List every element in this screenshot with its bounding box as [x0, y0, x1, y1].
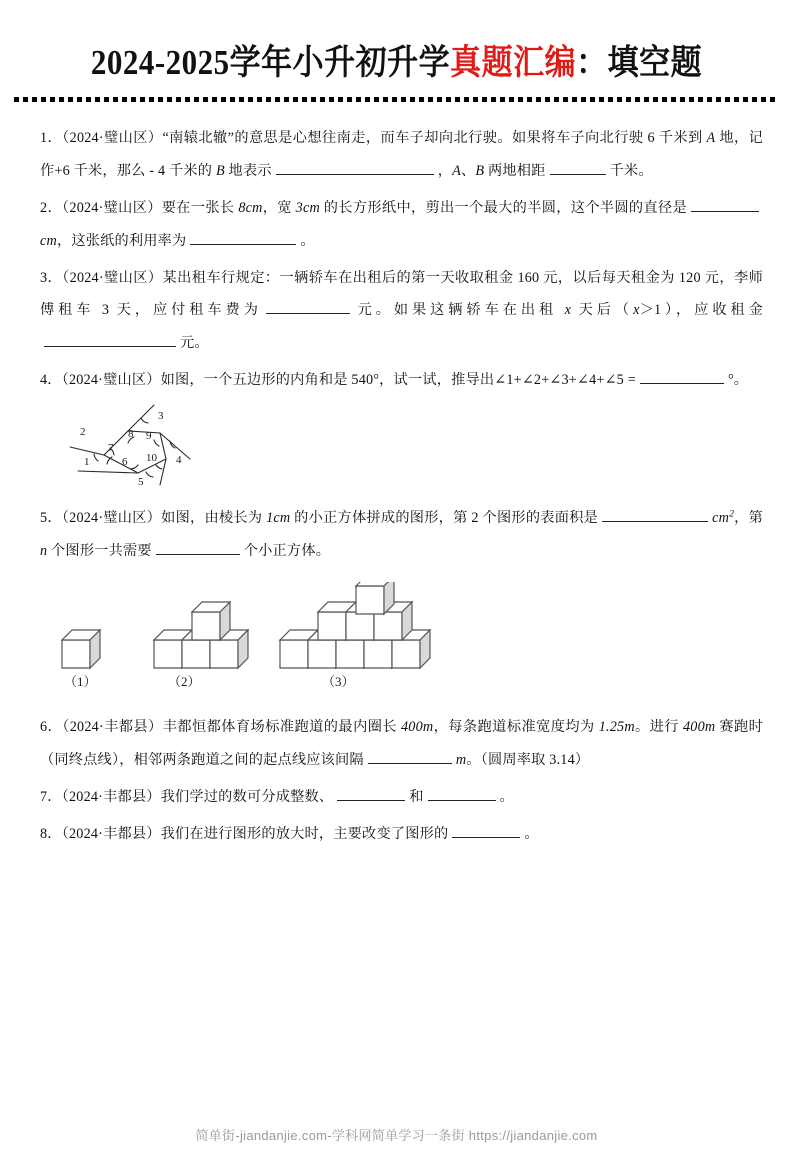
cube-caption-1: （1）	[64, 674, 97, 690]
pentagon-diagram-svg	[62, 403, 202, 487]
question-number: 8	[40, 825, 48, 842]
angle-label-6: 6	[122, 456, 128, 469]
question-text: 。	[524, 825, 539, 842]
question-text: 两地相距	[484, 162, 546, 179]
question-text: 丰都恒都体育场标准跑道的最内圈长	[162, 719, 402, 736]
unit-exponent: 2	[729, 508, 735, 520]
question-number-dot: ．	[47, 789, 62, 805]
unit-label: cm	[712, 510, 730, 527]
question-number: 1	[40, 129, 48, 146]
angle-label-1: 1	[84, 456, 90, 469]
variable-x: x	[633, 302, 640, 319]
question-text: 。进行	[634, 719, 683, 736]
question-number: 6	[40, 719, 48, 736]
question-text: 、	[461, 162, 476, 179]
footer-watermark: 简单街-jiandanjie.com-学科网简单学习一条街 https://jiandanjie.com	[195, 1128, 598, 1143]
question-text: 个图形一共需要	[47, 543, 152, 560]
question-source: （2024·璧山区）	[62, 129, 163, 146]
question-text: 天后（	[571, 302, 634, 319]
question-text: ，宽	[262, 199, 296, 216]
cube-stack-1	[62, 630, 100, 668]
unit-value: 8cm	[238, 199, 263, 216]
question-item	[40, 502, 763, 568]
unit-value: 400m	[682, 719, 716, 736]
question-text: 某出租车行规定：一辆轿车在出租后的第一天收取租金 160 元，以后每天租金为 120 元，李师傅租车 3 天，应付租车费为	[40, 269, 764, 319]
question-number-dot: ．	[47, 199, 62, 216]
question-text: 的长方形纸中，剪出一个最大的半圆，这个半圆的直径是	[319, 199, 688, 216]
pentagon-angles-figure	[62, 403, 763, 492]
answer-blank[interactable]	[452, 822, 520, 838]
question-text: 。	[300, 232, 315, 249]
answer-blank[interactable]	[428, 785, 496, 801]
question-source: （2024·丰都县）	[61, 789, 161, 805]
questions-container	[0, 102, 793, 851]
cube-caption-2: （2）	[168, 674, 201, 690]
unit-value: 1cm	[266, 510, 291, 527]
variable-c: A	[452, 162, 461, 179]
question-text: 元。	[180, 335, 209, 352]
answer-blank[interactable]	[368, 748, 452, 764]
angle-label-3: 3	[158, 410, 164, 423]
question-source: （2024·璧山区）	[61, 199, 162, 216]
cube-stack-2	[154, 602, 248, 668]
variable-b: B	[215, 162, 225, 179]
question-text: 我们学过的数可分成整数、	[160, 789, 334, 805]
question-text: ，第	[734, 510, 763, 527]
question-text: 我们在进行图形的放大时，主要改变了图形的	[160, 825, 449, 842]
angle-label-8: 8	[128, 428, 134, 441]
question-item	[40, 192, 763, 258]
variable-x: x	[564, 302, 572, 319]
question-text: ，每条跑道标准宽度均为	[433, 719, 599, 736]
question-number: 7	[40, 789, 48, 805]
cube-stack-3	[280, 582, 430, 668]
question-item	[40, 781, 763, 814]
question-number-dot: ．	[47, 372, 62, 389]
unit-value: 1.25m	[598, 719, 635, 736]
question-text: 元。如果这辆轿车在出租	[353, 302, 565, 319]
question-text: 要在一张长	[161, 199, 239, 216]
question-text: 地表示	[224, 162, 272, 179]
question-number: 3	[40, 269, 48, 286]
page-title-part-1: 2024-2025学年小升初升学	[90, 42, 451, 82]
variable-d: B	[475, 162, 485, 179]
question-number-dot: ．	[47, 719, 63, 736]
angle-label-10: 10	[146, 452, 157, 465]
angle-label-7: 7	[108, 442, 114, 455]
answer-blank[interactable]	[602, 506, 708, 522]
cube-stacks-figure	[50, 582, 763, 697]
question-text: 。（圆周率取 3.14）	[466, 752, 590, 769]
question-item	[40, 711, 763, 777]
cube-stacks-svg	[50, 582, 470, 692]
question-source: （2024·璧山区）	[61, 372, 161, 389]
question-number: 5	[40, 510, 48, 527]
answer-blank[interactable]	[156, 539, 240, 555]
question-number-dot: ．	[47, 269, 63, 286]
question-text: 的小正方体拼成的图形，第 2 个图形的表面积是	[290, 510, 599, 527]
unit-label: cm	[40, 232, 57, 249]
question-number-dot: ．	[47, 510, 62, 527]
answer-blank[interactable]	[266, 299, 350, 315]
question-source: （2024·璧山区）	[61, 510, 162, 527]
question-text: “南辕北辙”的意思是心想往南走，而车子却向北行驶。如果将车子向北行驶 6 千米到	[162, 129, 707, 146]
answer-blank[interactable]	[190, 229, 296, 245]
page-title-part-2: ：填空题	[576, 42, 703, 82]
question-text: ，这张纸的利用率为	[56, 232, 187, 249]
question-text: 和	[409, 789, 424, 805]
unit-value: 400m	[401, 719, 434, 736]
variable-n: n	[40, 543, 48, 560]
question-number: 2	[40, 199, 48, 216]
question-text: 赛跑时（同终点线），相邻两条跑道之间的起点线应该间隔	[40, 719, 763, 769]
question-source: （2024·丰都县）	[61, 825, 161, 842]
answer-blank[interactable]	[691, 196, 759, 212]
question-text: 千米。	[609, 162, 653, 179]
answer-blank[interactable]	[640, 368, 724, 384]
question-text: 个小正方体。	[243, 543, 331, 560]
question-source: （2024·璧山区）	[62, 269, 163, 286]
question-number-dot: ．	[47, 129, 63, 146]
angle-label-5: 5	[138, 476, 144, 488]
question-item	[40, 818, 763, 851]
question-number-dot: ．	[47, 825, 62, 842]
title-block	[0, 44, 793, 83]
question-text: 如图，由棱长为	[161, 510, 267, 527]
angle-label-9: 9	[146, 430, 152, 443]
question-text: 如图，一个五边形的内角和是 540°，试一试，推导出∠1+∠2+∠3+∠4+∠5 =	[160, 372, 636, 389]
answer-blank[interactable]	[44, 331, 176, 347]
document-page	[0, 44, 793, 1166]
answer-blank[interactable]	[550, 159, 606, 175]
angle-label-2: 2	[80, 426, 86, 439]
question-source: （2024·丰都县）	[62, 719, 163, 736]
answer-blank[interactable]	[276, 159, 434, 175]
question-item	[40, 262, 763, 361]
cube-caption-3: （3）	[322, 674, 355, 690]
page-title	[91, 42, 702, 85]
question-number: 4	[40, 372, 48, 389]
variable-a: A	[706, 129, 716, 146]
question-item	[40, 364, 763, 397]
unit-value: 3cm	[295, 199, 320, 216]
answer-blank[interactable]	[337, 785, 405, 801]
question-item	[40, 122, 763, 188]
unit-label: m	[455, 752, 467, 769]
page-title-highlight: 真题汇编	[450, 42, 577, 82]
question-text: 地，记作+6 千米，那么 - 4 千米的	[40, 129, 764, 179]
question-text: 。	[499, 789, 515, 805]
question-text: °。	[727, 372, 749, 389]
question-text: ＞1），应收租金	[639, 302, 763, 319]
angle-label-4: 4	[176, 454, 182, 467]
pentagon-angle-labels	[80, 410, 182, 487]
question-text: ，	[437, 162, 453, 179]
